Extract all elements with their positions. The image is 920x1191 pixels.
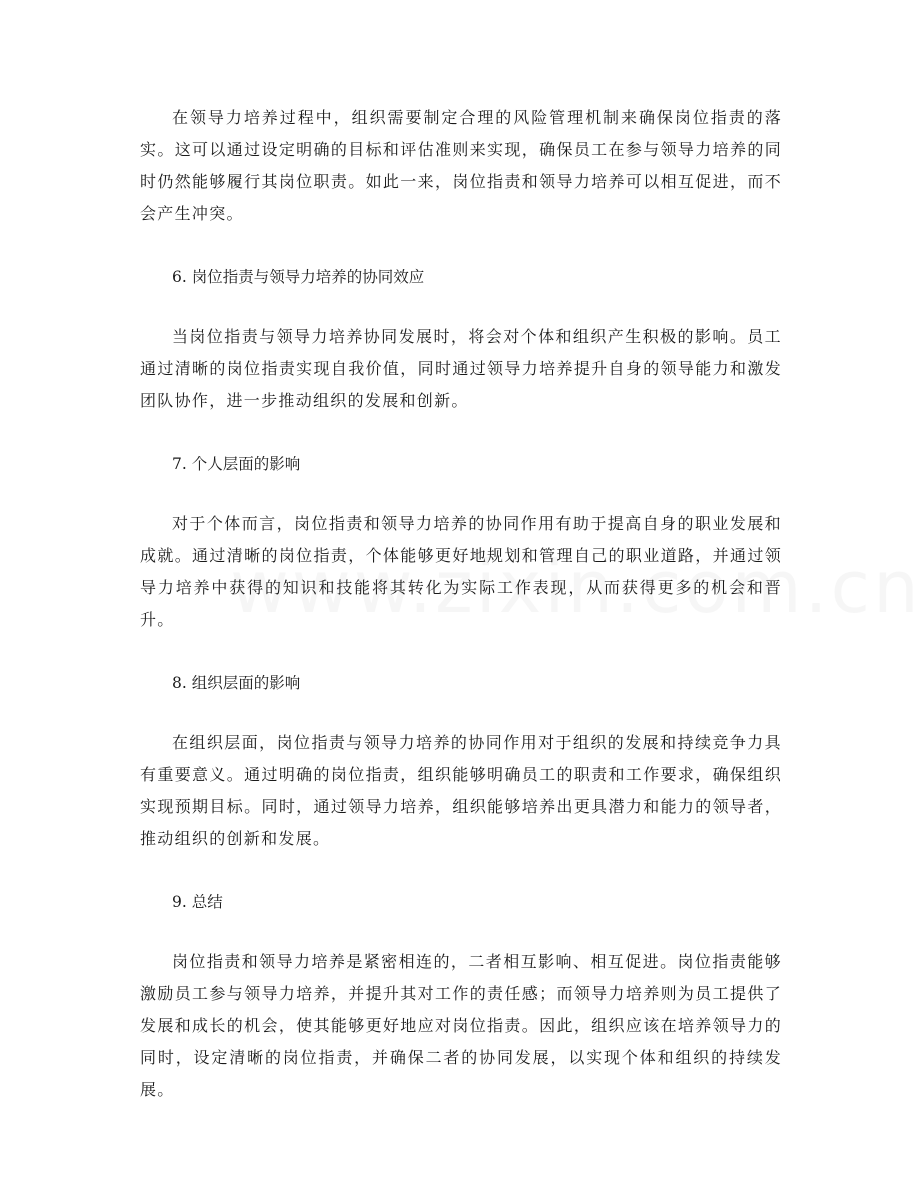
section-heading-8: 8. 组织层面的影响 (172, 674, 301, 692)
spacer (140, 417, 782, 448)
spacer (140, 480, 782, 508)
spacer (140, 699, 782, 727)
section-heading-9: 9. 总结 (172, 893, 223, 911)
spacer (140, 918, 782, 946)
section-heading-6: 6. 岗位指责与领导力培养的协同效应 (172, 268, 425, 286)
spacer (140, 636, 782, 667)
paragraph-individual: 对于个体而言，岗位指责和领导力培养的协同作用有助于提高自身的职业发展和成就。通过清晰的岗位指责，个体能够更好地规划和管理自己的职业道路，并通过领导力培养中获得的知识和技能将其转化为实际工作表现，从而获得更多的机会和晋升。 (140, 514, 782, 629)
spacer (140, 293, 782, 321)
paragraph-summary: 岗位指责和领导力培养是紧密相连的，二者相互影响、相互促进。岗位指责能够激励员工参与领导力培养，并提升其对工作的责任感；而领导力培养则为员工提供了发展和成长的机会，使其能够更好地应对岗位指责。因此，组织应该在培养领导力的同时，设定清晰的岗位指责，并确保二者的协同发展，以实现个体和组织的持续发展。 (140, 952, 782, 1099)
spacer (140, 855, 782, 886)
document-body (140, 102, 782, 1106)
section-heading-7: 7. 个人层面的影响 (172, 455, 301, 473)
spacer (140, 230, 782, 261)
paragraph-synergy: 当岗位指责与领导力培养协同发展时，将会对个体和组织产生积极的影响。员工通过清晰的岗位指责实现自我价值，同时通过领导力培养提升自身的领导能力和激发团队协作，进一步推动组织的发展和创新。 (140, 327, 782, 410)
paragraph-intro: 在领导力培养过程中，组织需要制定合理的风险管理机制来确保岗位指责的落实。这可以通过设定明确的目标和评估准则来实现，确保员工在参与领导力培养的同时仍然能够履行其岗位职责。如此一来，岗位指责和领导力培养可以相互促进，而不会产生冲突。 (140, 108, 782, 223)
paragraph-organization: 在组织层面，岗位指责与领导力培养的协同作用对于组织的发展和持续竞争力具有重要意义。通过明确的岗位指责，组织能够明确员工的职责和工作要求，确保组织实现预期目标。同时，通过领导力培养，组织能够培养出更具潜力和能力的领导者，推动组织的创新和发展。 (140, 733, 782, 848)
